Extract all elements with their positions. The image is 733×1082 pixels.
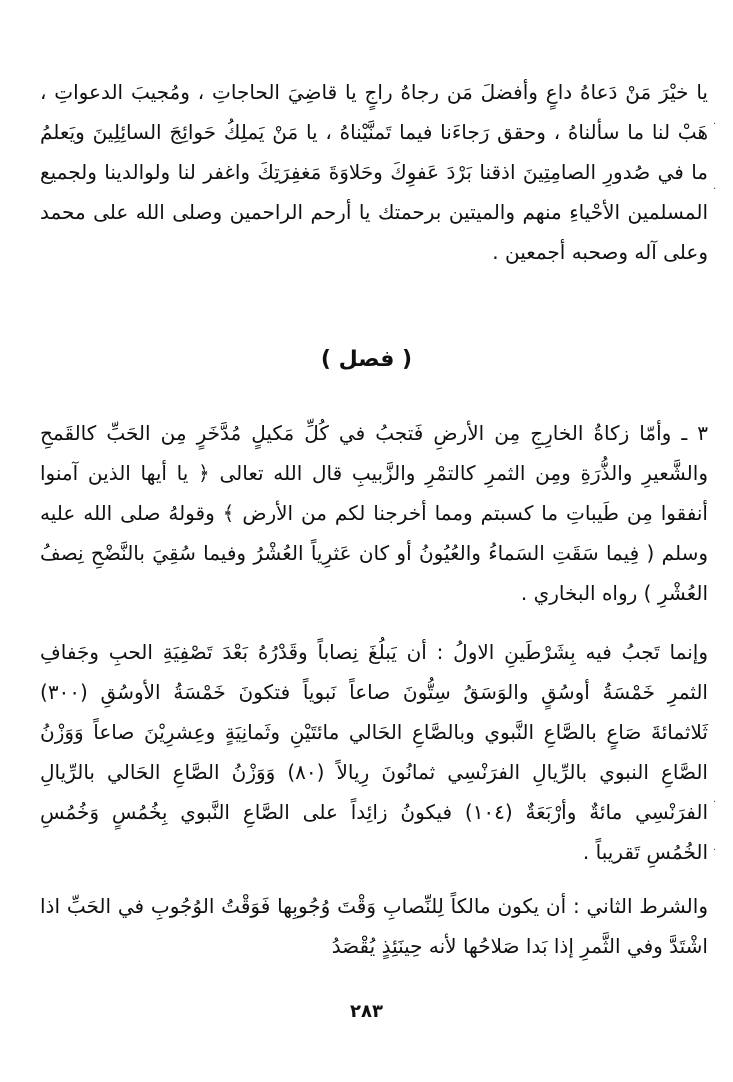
first-condition-paragraph-block — [40, 632, 708, 872]
margin-speck-mark: · — [713, 845, 717, 856]
margin-speck-mark: · — [713, 797, 717, 808]
margin-speck-mark: · — [713, 119, 717, 130]
prayer-paragraph-block — [40, 72, 708, 272]
second-condition-paragraph-block — [40, 886, 708, 966]
section-heading: ( فصل ) — [320, 347, 413, 372]
first-condition-paragraph: وإنما تَجبُ فيه بِشَرْطَينِ الاولُ : أن يَبلُغَ نِصاباً وقَدْرُهُ بَعْدَ تَصْفِيَةِ الحبِ وجَفافِ الثمرِ خَمْسَةُ أوسُقٍ والوَسَقُ سِتُّونَ صاعاً نَبوياً فتكونَ خَمْسَةُ الأوسُقِ (٣٠٠) ثَلاثمائةَ صَاعٍ بالصَّاعِ النَّبوي وبالصَّاعِ الحَالي مائتَيْنِ وثَمانِيَةٍ وعِشرِيْنَ صاعاً وَوَزْنُ الصَّاعِ النبوي بالرِّيالِ الفرَنْسِي ثمانُونَ رِيالاً (٨٠) وَوَزْنُ الصَّاعِ الحَالي بالرِّيالِ الفرَنْسِي مائةٌ وأرْبَعَةٌ (١٠٤) فيكونُ زائِداً على الصَّاعِ النَّبوي بِخُمُسٍ وَخُمُسِ الخُمُسِ تَقريباً . — [40, 640, 708, 864]
second-condition-paragraph: والشرط الثاني : أن يكون مالكاً لِلنِّصابِ وَقْتَ وُجُوبِها فَوَقْتُ الوُجُوبِ في الحَبِّ اذا اشْتَدَّ وفي الثَّمرِ إذا بَدا صَلاحُها لأنه حِينَئِذٍ يُقْصَدُ — [40, 894, 708, 958]
page-number: ٢٨٣ — [350, 1001, 383, 1022]
zakat-produce-paragraph: ٣ ـ وأمّا زكاةُ الخارِجِ مِن الأرضِ فَتجبُ في كُلِّ مَكيلٍ مُدَّخَرٍ مِن الحَبِّ كالقَمحِ والشَّعيرِ والذُّرَةِ ومِن الثمرِ كالتمْرِ والزَّبيبِ قال الله تعالى ﴿ يا أيها الذين آمنوا أنفقوا مِن طَيباتِ ما كسبتم ومما أخرجنا لكم من الأرض ﴾ وقولهُ صلى الله عليه وسلم ( فِيما سَقَتِ السَماءُ والعُيُونُ أو كان عَثرِياً العُشْرُ وفيما سُقِيَ بالنَّضْحِ نِصفُ العُشْرِ ) رواه البخاري . — [40, 421, 708, 605]
zakat-produce-paragraph-block — [40, 413, 708, 613]
prayer-paragraph: يا خيْرَ مَنْ دَعاهُ داعٍ وأفضلَ مَن رجاهُ راجٍ يا قاضِيَ الحاجاتِ ، ومُجيبَ الدعواتِ ، هَبْ لنا ما سألناهُ ، وحقق رَجاءَنا فيما تَمنَّيْناهُ ، يا مَنْ يَملِكُ حَوائِجَ السائِلِينَ ويَعلمُ ما في صُدورِ الصامِتِينَ اذقنا بَرْدَ عَفوِكَ وحَلاوَةَ مَغفِرَتِكَ واغفر لنا ولوالدينا ولجميع المسلمين الأحْياءِ منهم والميتين برحمتك يا أرحم الراحمين وصلى الله على محمد وعلى آله وصحبه أجمعين . — [40, 80, 708, 264]
margin-speck-mark: · — [713, 184, 717, 195]
